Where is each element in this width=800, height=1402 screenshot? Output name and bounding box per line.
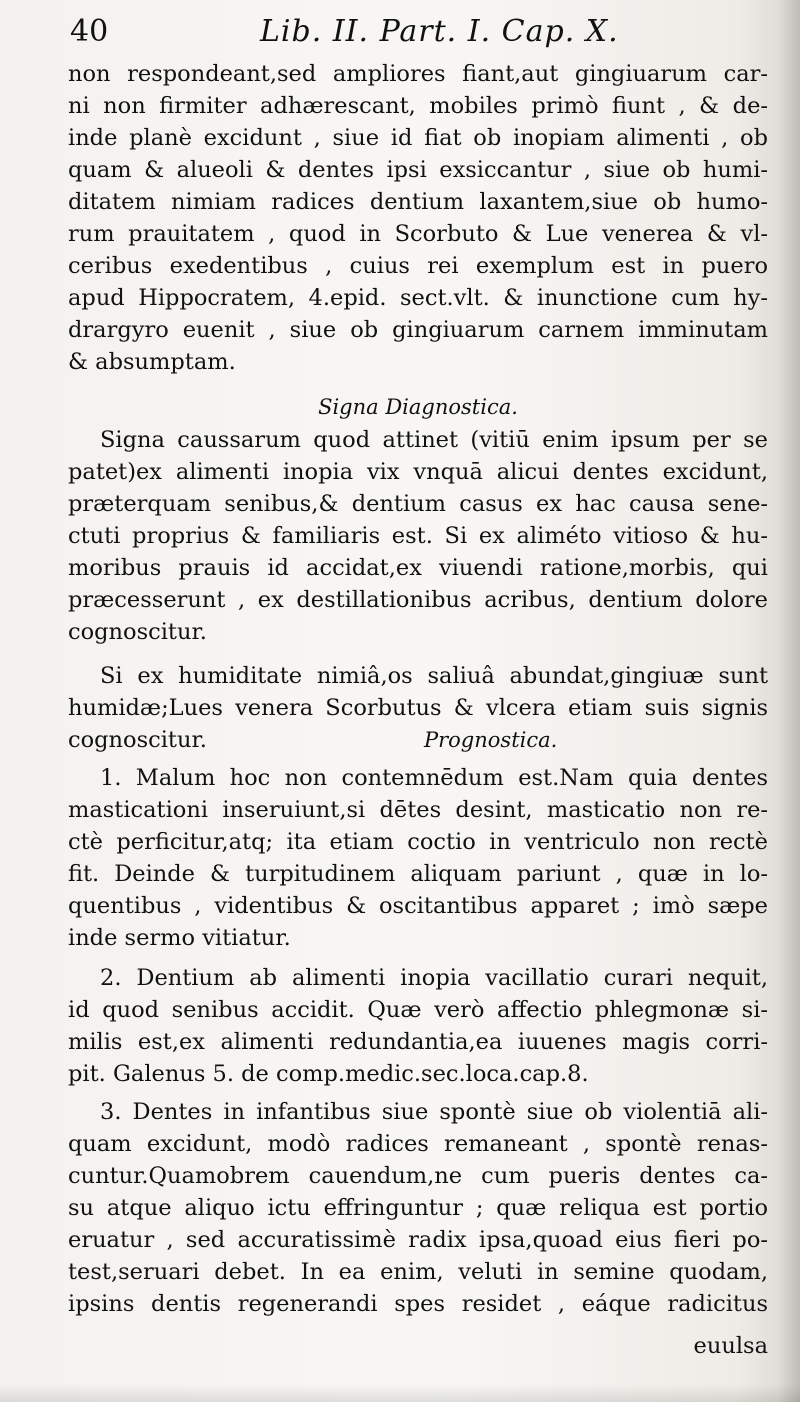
running-head: Lib. II. Part. I. Cap. X. — [260, 14, 619, 49]
page-number: 40 — [70, 14, 109, 49]
text-line: masticationi inseruiunt,si dētes desint, masticatio non re- — [68, 797, 768, 823]
section-heading-prognostica: Prognostica. — [424, 728, 558, 752]
text-line: test,seruari debet. In ea enim, veluti in semine quodam, — [68, 1259, 768, 1285]
text-line: ctuti proprius & familiaris est. Si ex aliméto vitioso & hu- — [68, 523, 768, 549]
text-line: id quod senibus accidit. Quæ verò affectio phlegmonæ si- — [68, 997, 768, 1023]
text-line: præterquam senibus,& dentium casus ex hac causa sene- — [68, 491, 768, 517]
text-line: Si ex humiditate nimiâ,os saliuâ abundat,gingiuæ sunt — [100, 663, 768, 689]
text-line: ctè perficitur,atq; ita etiam coctio in ventriculo non rectè — [68, 829, 768, 855]
page-edge-shadow — [778, 0, 800, 1402]
page-bottom-shadow — [0, 1384, 800, 1402]
text-line: humidæ;Lues venera Scorbutus & vlcera etiam suis signis — [68, 695, 768, 721]
text-line: non respondeant,sed ampliores fiant,aut gingiuarum car- — [68, 61, 768, 87]
text-line: ipsins dentis regenerandi spes residet , eáque radicitus — [68, 1291, 768, 1317]
text-line: præcesserunt , ex destillationibus acribus, dentium dolore — [68, 587, 768, 613]
text-line: drargyro euenit , siue ob gingiuarum carnem imminutam — [68, 317, 768, 343]
text-line: quam excidunt, modò radices remaneant , spontè renas- — [68, 1131, 768, 1157]
text-line: 2. Dentium ab alimenti inopia vacillatio curari nequit, — [100, 965, 768, 991]
text-line: fit. Deinde & turpitudinem aliquam pariunt , quæ in lo- — [68, 861, 768, 887]
text-line: apud Hippocratem, 4.epid. sect.vlt. & inunctione cum hy- — [68, 285, 768, 311]
text-line: ceribus exedentibus , cuius rei exemplum est in puero — [68, 253, 768, 279]
text-line: 3. Dentes in infantibus siue spontè siue ob violentiā ali- — [100, 1099, 768, 1125]
text-line: cuntur.Quamobrem cauendum,ne cum pueris dentes ca- — [68, 1163, 768, 1189]
text-line: rum prauitatem , quod in Scorbuto & Lue venerea & vl- — [68, 221, 768, 247]
text-line: inde planè excidunt , siue id fiat ob inopiam alimenti , ob — [68, 125, 768, 151]
section-heading-diagnostica: Signa Diagnostica. — [318, 395, 518, 419]
text-line: su atque aliquo ictu effringuntur ; quæ reliqua est portio — [68, 1195, 768, 1221]
text-line: patet)ex alimenti inopia vix vnquā alicui dentes excidunt, — [68, 459, 768, 485]
text-line: & absumptam. — [68, 349, 236, 375]
text-line: milis est,ex alimenti redundantia,ea iuuenes magis corri- — [68, 1029, 768, 1055]
text-line: cognoscitur. — [68, 619, 207, 645]
text-line: quam & alueoli & dentes ipsi exsiccantur , siue ob humi- — [68, 157, 768, 183]
text-line: 1. Malum hoc non contemnēdum est.Nam quia dentes — [100, 765, 768, 791]
text-line: eruatur , sed accuratissimè radix ipsa,quoad eius fieri po- — [68, 1227, 768, 1253]
text-line: quentibus , videntibus & oscitantibus apparet ; imò sæpe — [68, 893, 768, 919]
text-line: ditatem nimiam radices dentium laxantem,siue ob humo- — [68, 189, 768, 215]
text-line: cognoscitur. — [68, 727, 207, 753]
catchword: euulsa — [693, 1333, 768, 1359]
text-line: Signa caussarum quod attinet (vitiū enim ipsum per se — [100, 427, 768, 453]
text-line: pit. Galenus 5. de comp.medic.sec.loca.cap.8. — [68, 1061, 589, 1087]
text-line: inde sermo vitiatur. — [68, 925, 291, 951]
text-line: ni non firmiter adhærescant, mobiles primò fiunt , & de- — [68, 93, 768, 119]
page-header — [70, 10, 770, 56]
text-line: moribus prauis id accidat,ex viuendi ratione,morbis, qui — [68, 555, 768, 581]
